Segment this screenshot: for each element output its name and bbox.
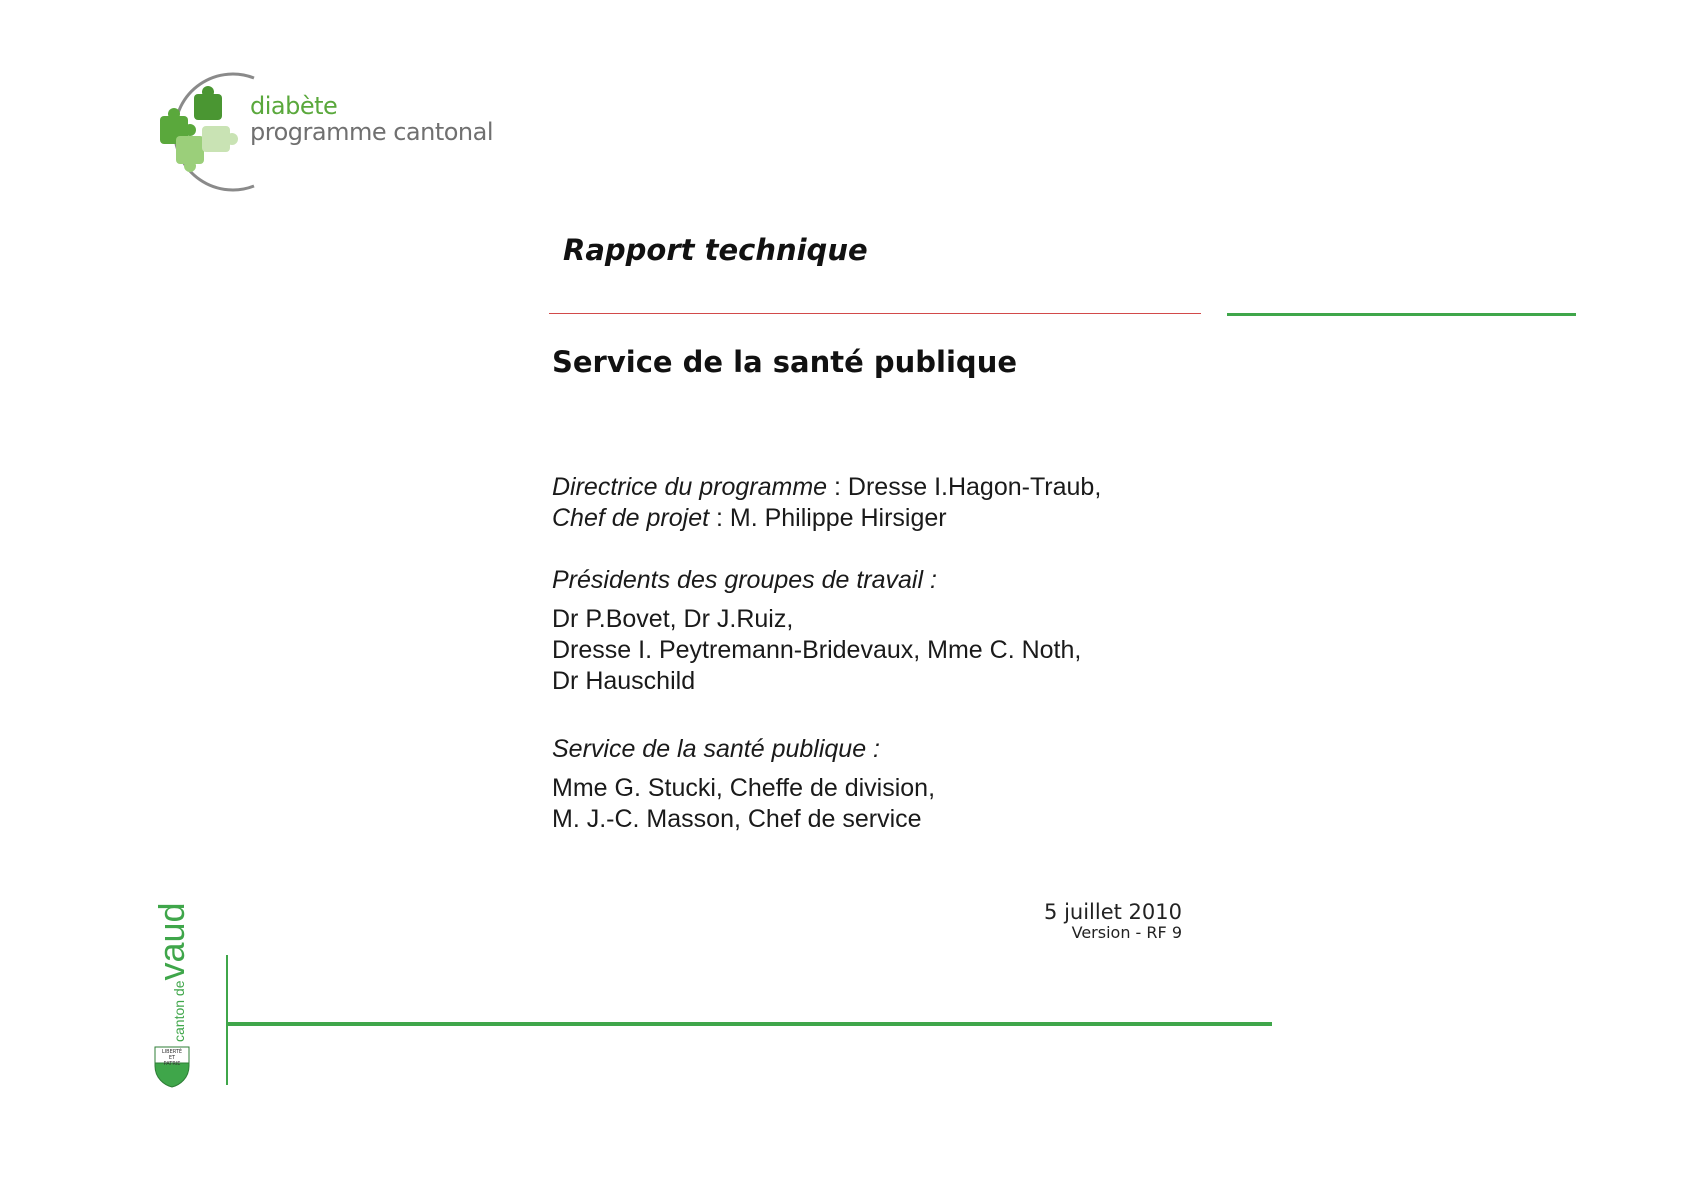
- project-label: Chef de projet: [552, 504, 710, 532]
- logo-text-diabete: diabète: [250, 92, 338, 120]
- report-date: 5 juillet 2010: [1044, 900, 1182, 924]
- green-vertical-rule: [226, 955, 228, 1085]
- director-label: Directrice du programme: [552, 473, 828, 501]
- program-block: [552, 472, 1101, 534]
- ssp-line: Mme G. Stucki, Cheffe de division,: [552, 774, 936, 802]
- green-divider-top: [1227, 313, 1576, 316]
- vaud-big-text: vaud: [151, 902, 192, 981]
- ssp-line: M. J.-C. Masson, Chef de service: [552, 805, 922, 833]
- vaud-small-text: canton de: [171, 980, 187, 1042]
- report-type-heading: Rapport technique: [563, 233, 868, 267]
- project-line: [552, 503, 1101, 534]
- puzzle-logo-icon: [146, 70, 256, 195]
- director-value: : Dresse I.Hagon-Traub,: [827, 473, 1102, 501]
- presidents-line: Dr P.Bovet, Dr J.Ruiz,: [552, 605, 794, 633]
- logo-text-programme: programme cantonal: [250, 118, 494, 146]
- ssp-list: [552, 773, 935, 835]
- motto-line: LIBERTÉ: [161, 1049, 183, 1055]
- diabete-logo: [146, 70, 526, 195]
- report-version: Version - RF 9: [1071, 923, 1182, 942]
- presidents-label: Présidents des groupes de travail :: [552, 566, 937, 594]
- presidents-line: Dresse I. Peytremann-Bridevaux, Mme C. Noth,: [552, 636, 1082, 664]
- presidents-list: [552, 604, 1081, 697]
- director-line: [552, 472, 1101, 503]
- ssp-label: Service de la santé publique :: [552, 735, 880, 763]
- service-title: Service de la santé publique: [552, 345, 1018, 379]
- canton-vaud-logo: [150, 902, 200, 1090]
- green-divider-bottom: [228, 1022, 1272, 1026]
- vaud-motto: [154, 1049, 190, 1067]
- project-value: : M. Philippe Hirsiger: [709, 504, 947, 532]
- motto-line: ET: [168, 1055, 176, 1061]
- motto-line: PATRIE: [163, 1061, 181, 1067]
- vaud-wordmark: [151, 902, 192, 1042]
- red-divider: [549, 313, 1201, 314]
- presidents-line: Dr Hauschild: [552, 667, 696, 695]
